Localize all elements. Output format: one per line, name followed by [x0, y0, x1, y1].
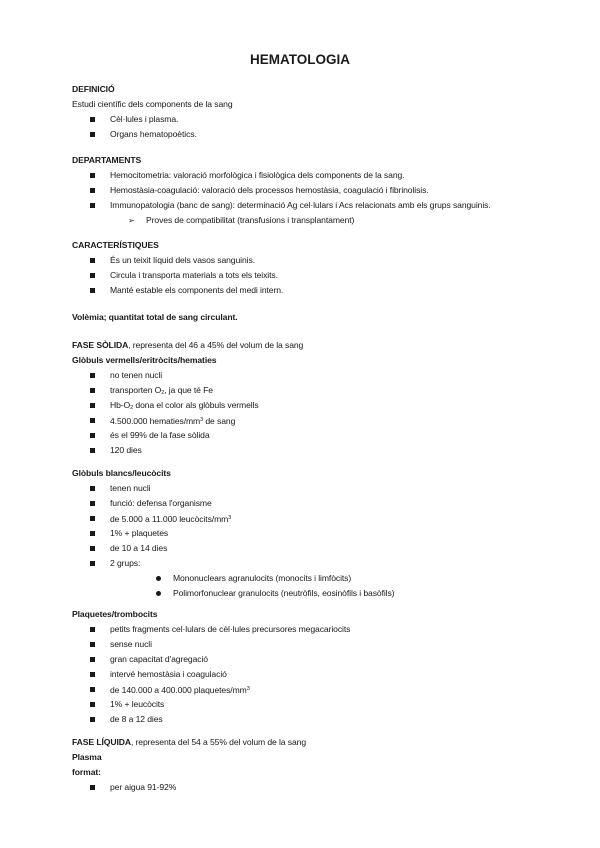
section-globuls-blancs — [72, 466, 552, 601]
square-bullet-icon — [90, 448, 95, 453]
sub-list-item-text: Polimorfonuclear granulocits (neutròfils, eosinòfils i basòfils) — [173, 588, 395, 598]
list-item-text: Circula i transporta materials a tots els teixits. — [110, 270, 278, 280]
square-bullet-icon — [90, 117, 95, 122]
list-item-text: per aigua 91-92% — [110, 782, 177, 792]
square-bullet-icon — [90, 561, 95, 566]
section-fase-solida — [72, 338, 552, 458]
list-item — [72, 428, 552, 443]
list-item-text: sense nucli — [110, 639, 152, 649]
list-item-text: Manté estable els components del medi intern. — [110, 285, 284, 295]
square-bullet-icon — [90, 486, 95, 491]
list-item-text: 1% + leucòcits — [110, 699, 165, 709]
square-bullet-icon — [90, 273, 95, 278]
square-bullet-icon — [90, 672, 95, 677]
departaments-heading: DEPARTAMENTS — [72, 155, 142, 165]
arrow-bullet-icon: ➢ — [128, 216, 135, 225]
square-bullet-icon — [90, 702, 95, 707]
square-bullet-icon — [90, 546, 95, 551]
square-bullet-icon — [90, 403, 95, 408]
list-item — [72, 253, 552, 268]
list-item-text: Organs hematopoètics. — [110, 129, 197, 139]
caracteristiques-heading: CARACTERÍSTIQUES — [72, 240, 159, 250]
list-item-text: de 8 a 12 dies — [110, 714, 163, 724]
list-item-text: Hemocitometria: valoració morfològica i fisiològica dels components de la sang. — [110, 170, 405, 180]
section-plaquetes — [72, 607, 552, 727]
list-item-text: de 140.000 a 400.000 plaquetes/$mm^3$ — [110, 685, 250, 695]
square-bullet-icon — [90, 516, 95, 521]
list-item — [72, 712, 552, 727]
fase-liquida-heading — [72, 735, 552, 750]
list-item-text: Immunopatologia (banc de sang): determinació Ag cel·lulars i Acs relacionats amb els grups sanguinis. — [110, 200, 491, 210]
square-bullet-icon — [90, 687, 95, 692]
plasma-heading: Plasma — [72, 752, 102, 762]
square-bullet-icon — [90, 418, 95, 423]
list-item — [72, 780, 552, 795]
list-item — [72, 697, 552, 712]
list-item-text: gran capacitat d'agregació — [110, 654, 208, 664]
list-item-text: funció: defensa l'organisme — [110, 498, 212, 508]
list-item — [72, 183, 552, 198]
list-item — [72, 622, 552, 637]
list-item-text: 2 grups: — [110, 558, 141, 568]
fase-liquida-heading-rest: , representa del 54 a 55% del volum de la sang — [130, 737, 306, 747]
list-item-text: Hemostàsia-coagulació: valoració dels processos hemostàsia, coagulació i fibrinolisis. — [110, 185, 429, 195]
document-title: HEMATOLOGIA — [250, 52, 350, 67]
round-bullet-icon — [156, 591, 161, 596]
list-item-text: de 10 a 14 dies — [110, 543, 168, 553]
list-item — [72, 652, 552, 667]
fase-liquida-heading-bold: FASE LÍQUIDA — [72, 737, 131, 747]
list-item — [72, 443, 552, 458]
list-item — [72, 268, 552, 283]
list-item-text: transporten $O_2$, ja que té Fe — [110, 385, 213, 396]
list-item-text: És un teixit líquid dels vasos sanguinis. — [110, 255, 255, 265]
list-item-text: Cèl·lules i plasma. — [110, 114, 179, 124]
square-bullet-icon — [90, 531, 95, 536]
sub-list-item — [72, 213, 552, 228]
list-item — [72, 481, 552, 496]
globuls-blancs-heading: Glòbuls blancs/leucòcits — [72, 468, 171, 478]
list-item — [72, 526, 552, 541]
fase-solida-heading-rest: , representa del 46 a 45% del volum de la sang — [128, 340, 304, 350]
list-item — [72, 398, 552, 413]
list-item-text: intervé hemostàsia i coagulació — [110, 669, 227, 679]
list-item — [72, 511, 552, 526]
list-item-text: 120 dies — [110, 445, 142, 455]
list-item-text: no tenen nucli — [110, 370, 163, 380]
square-bullet-icon — [90, 203, 95, 208]
square-bullet-icon — [90, 388, 95, 393]
section-definicio — [72, 82, 552, 142]
definicio-heading: DEFINICIÓ — [72, 84, 115, 94]
square-bullet-icon — [90, 132, 95, 137]
list-item-text: petits fragments cel·lulars de cèl·lules precursores megacariocits — [110, 624, 351, 634]
volemia-text: Volèmia; quantitat total de sang circulant. — [72, 312, 238, 322]
square-bullet-icon — [90, 627, 95, 632]
format-label: format: — [72, 767, 101, 777]
list-item-text: és el 99% de la fase sòlida — [110, 430, 210, 440]
square-bullet-icon — [90, 258, 95, 263]
square-bullet-icon — [90, 501, 95, 506]
round-bullet-icon — [156, 576, 161, 581]
list-item — [72, 496, 552, 511]
list-item-text: 4.500.000 hematies/$mm^3$ de sang — [110, 416, 236, 426]
list-item — [72, 556, 552, 571]
square-bullet-icon — [90, 188, 95, 193]
list-item — [72, 168, 552, 183]
square-bullet-icon — [90, 785, 95, 790]
list-item — [72, 667, 552, 682]
sub-list-item-text: Proves de compatibilitat (transfusions i transplantament) — [146, 215, 355, 225]
list-item-text: tenen nucli — [110, 483, 151, 493]
square-bullet-icon — [90, 288, 95, 293]
fase-solida-heading-bold: FASE SÒLIDA — [72, 340, 129, 350]
square-bullet-icon — [90, 717, 95, 722]
list-item — [72, 283, 552, 298]
list-item — [72, 637, 552, 652]
list-item — [72, 413, 552, 428]
section-fase-liquida — [72, 735, 552, 795]
plaquetes-heading: Plaquetes/trombocits — [72, 609, 158, 619]
globuls-vermells-heading: Glòbuls vermells/eritròcits/hematies — [72, 355, 217, 365]
list-item — [72, 198, 552, 213]
sub-list-item — [72, 571, 552, 586]
list-item-text: $Hb-O_2$ dona el color als glòbuls vermells — [110, 400, 259, 411]
section-caracteristiques — [72, 238, 552, 298]
list-item — [72, 541, 552, 556]
square-bullet-icon — [90, 433, 95, 438]
square-bullet-icon — [90, 642, 95, 647]
definicio-text: Estudi científic dels components de la sang — [72, 99, 233, 109]
sub-list-item-text: Mononuclears agranulocits (monocits i limfòcits) — [173, 573, 352, 583]
list-item — [72, 383, 552, 398]
list-item-text: 1% + plaquetes — [110, 528, 169, 538]
list-item — [72, 368, 552, 383]
square-bullet-icon — [90, 657, 95, 662]
section-departaments — [72, 153, 552, 228]
list-item — [72, 127, 552, 142]
list-item — [72, 682, 552, 697]
sub-list-item — [72, 586, 552, 601]
square-bullet-icon — [90, 173, 95, 178]
list-item-text: de 5.000 a 11.000 leucòcits/$mm^3$ — [110, 514, 232, 524]
square-bullet-icon — [90, 373, 95, 378]
section-volemia — [72, 310, 552, 325]
list-item — [72, 112, 552, 127]
fase-solida-heading — [72, 338, 552, 353]
